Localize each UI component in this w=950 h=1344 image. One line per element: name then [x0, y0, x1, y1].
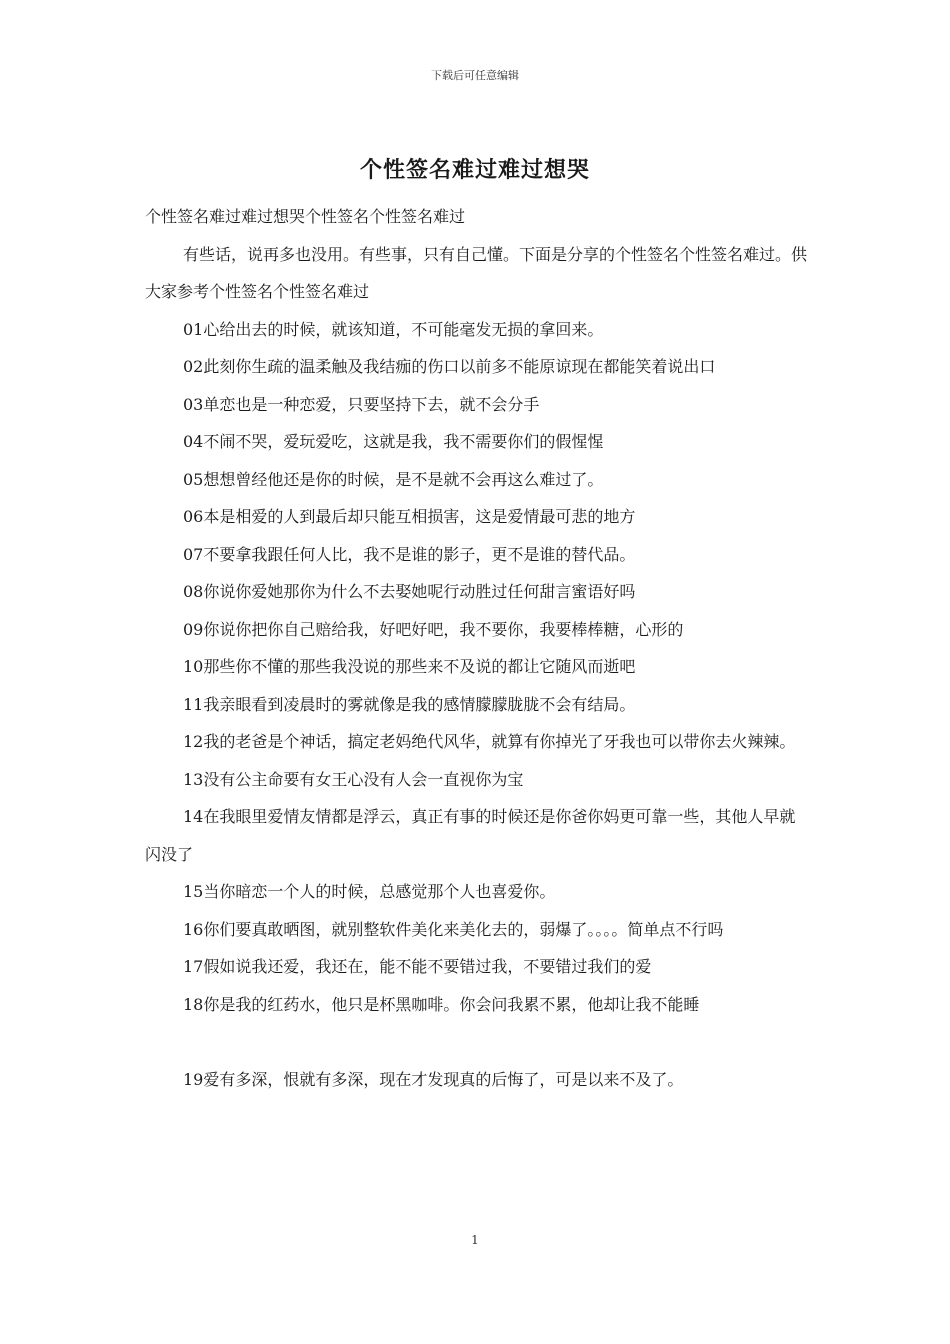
body-paragraph: 19爱有多深，恨就有多深，现在才发现真的后悔了，可是以来不及了。 — [183, 1069, 684, 1089]
body-paragraph: 有些话，说再多也没用。有些事，只有自己懂。下面是分享的个性签名个性签名难过。供大家参考个性签名个性签名难过 — [145, 244, 808, 301]
body-paragraph: 09你说你把你自己赔给我，好吧好吧，我不要你，我要棒棒糖，心形的 — [183, 619, 684, 639]
body-paragraph — [145, 1023, 810, 1061]
body-paragraph: 11我亲眼看到凌晨时的雾就像是我的感情朦朦胧胧不会有结局。 — [183, 694, 636, 714]
body-paragraph: 17假如说我还爱，我还在，能不能不要错过我，不要错过我们的爱 — [183, 957, 652, 976]
body-paragraph: 个性签名难过难过想哭个性签名个性签名难过 — [145, 207, 466, 226]
body-paragraph: 05想想曾经他还是你的时候，是不是就不会再这么难过了。 — [183, 469, 604, 489]
body-paragraph: 13没有公主命要有女王心没有人会一直视你为宝 — [183, 769, 524, 789]
body-paragraph: 14在我眼里爱情友情都是浮云，真正有事的时候还是你爸你妈更可靠一些，其他人早就闪没了 — [145, 807, 796, 864]
page-number: 1 — [471, 1233, 479, 1247]
body-paragraph: 06本是相爱的人到最后却只能互相损害，这是爱情最可悲的地方 — [183, 507, 636, 526]
body-paragraph: 16你们要真敢晒图，就别整软件美化来美化去的，弱爆了。。。。简单点不行吗 — [183, 919, 724, 939]
document-body — [145, 198, 810, 1098]
body-paragraph: 01心给出去的时候，就该知道，不可能毫发无损的拿回来。 — [183, 319, 604, 339]
body-paragraph: 07不要拿我跟任何人比，我不是谁的影子，更不是谁的替代品。 — [183, 544, 636, 564]
document-title: 个性签名难过难过想哭 — [359, 157, 590, 183]
body-paragraph: 12我的老爸是个神话，搞定老妈绝代风华，就算有你掉光了牙我也可以带你去火辣辣。 — [183, 732, 796, 751]
body-paragraph: 18你是我的红药水，他只是杯黑咖啡。你会问我累不累，他却让我不能睡 — [183, 994, 700, 1014]
body-paragraph: 03单恋也是一种恋爱，只要坚持下去，就不会分手 — [183, 394, 540, 414]
body-paragraph: 02此刻你生疏的温柔触及我结痂的伤口以前多不能原谅现在都能笑着说出口 — [183, 357, 716, 376]
body-paragraph: 10那些你不懂的那些我没说的那些来不及说的都让它随风而逝吧 — [183, 657, 636, 676]
body-paragraph: 08你说你爱她那你为什么不去娶她呢行动胜过任何甜言蜜语好吗 — [183, 582, 636, 601]
body-paragraph: 15当你暗恋一个人的时候，总感觉那个人也喜爱你。 — [183, 882, 556, 901]
body-paragraph: 04不闹不哭，爱玩爱吃，这就是我，我不需要你们的假惺惺 — [183, 432, 604, 451]
page-header: 下载后可任意编辑 — [431, 69, 519, 82]
